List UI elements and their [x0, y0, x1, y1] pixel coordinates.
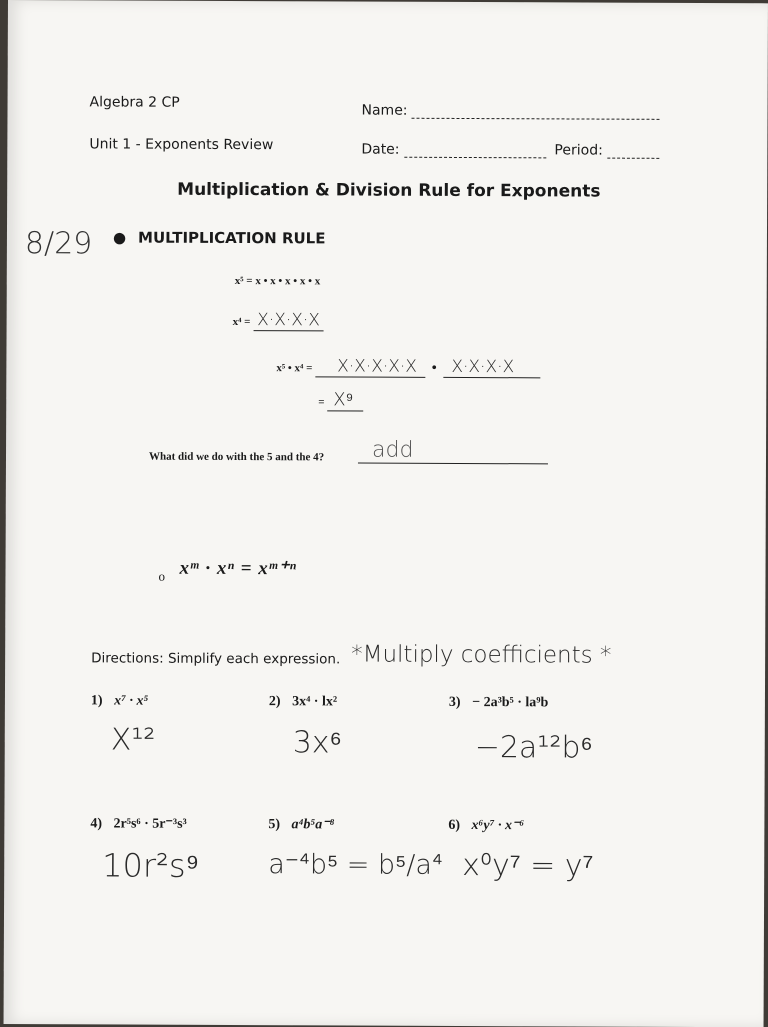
problem-1-answer: X¹²: [110, 722, 156, 758]
question-line: [149, 451, 324, 464]
period-label: Period:: [554, 142, 603, 159]
directions-text: Directions: Simplify each expression.: [91, 650, 341, 668]
section-heading-text: MULTIPLICATION RULE: [138, 228, 326, 248]
worksheet-page: [4, 0, 768, 1027]
date-label: Date:: [361, 141, 400, 158]
margin-date: 8/29: [24, 226, 93, 262]
problem-5-answer: a⁻⁴b⁵ = b⁵/a⁴: [268, 849, 443, 881]
problem-6: [448, 817, 524, 834]
problem-3-answer: −2a¹²b⁶: [474, 730, 593, 766]
name-label: Name:: [361, 102, 408, 119]
problem-5-expression: a⁴b⁵a⁻⁸: [291, 817, 335, 833]
problem-2: [269, 694, 337, 710]
problem-4-answer: 10r²s⁹: [102, 846, 200, 885]
bullet-icon: ●: [112, 228, 127, 247]
rule-bullet: o: [158, 568, 166, 584]
problem-5: [268, 816, 334, 833]
problem-1-expression: x⁷ · x⁵: [114, 693, 149, 709]
result-answer: X⁹: [327, 389, 363, 411]
exponent-rule: xᵐ · xⁿ = xᵐ⁺ⁿ: [179, 557, 298, 580]
directions-note: *Multiply coefficients *: [351, 641, 612, 669]
problem-2-answer: 3x⁶: [292, 725, 343, 761]
expansion-line-1: x⁵ = x • x • x • x • x: [234, 274, 321, 288]
course-title: Algebra 2 CP: [89, 94, 180, 111]
problem-3: [449, 695, 548, 711]
result-eq: =: [318, 396, 325, 409]
problem-1-number: 1): [90, 693, 103, 709]
name-field: [361, 103, 660, 120]
problem-4: [90, 815, 186, 832]
problem-2-expression: 3x⁴ · lx²: [292, 694, 338, 710]
period-blank: [607, 148, 659, 159]
product-label: x⁵ • x⁴ =: [276, 362, 313, 375]
name-blank: [412, 108, 660, 120]
expansion-line-2: [233, 310, 324, 330]
problem-6-expression: x⁶y⁷ · x⁻⁶: [471, 818, 525, 834]
expansion-line-2-answer: X·X·X·X: [253, 310, 324, 331]
problem-3-expression: − 2a³b⁵ · la⁹b: [472, 695, 549, 711]
problem-5-number: 5): [268, 817, 281, 833]
product-answer-b: X·X·X·X: [443, 357, 540, 378]
date-field: [361, 142, 659, 159]
problem-6-answer: x⁰y⁷ = y⁷: [462, 847, 594, 884]
product-answer-a: X·X·X·X·X: [315, 356, 425, 377]
problem-1: [91, 693, 148, 709]
problem-4-number: 4): [90, 816, 103, 832]
page-title: Multiplication & Division Rule for Exponents: [177, 179, 601, 202]
section-heading: [113, 228, 326, 247]
product-line: [276, 356, 540, 377]
product-dot: •: [431, 360, 437, 376]
problem-4-expression: 2r⁵s⁶ · 5r⁻³s³: [113, 816, 187, 832]
question-answer: add: [358, 438, 548, 465]
problem-6-number: 6): [448, 817, 461, 833]
result-line: [318, 389, 363, 410]
unit-title: Unit 1 - Exponents Review: [89, 136, 274, 154]
question-text: What did we do with the 5 and the 4?: [148, 450, 325, 464]
expansion-line-2-label: x⁴ =: [232, 315, 251, 329]
problem-3-number: 3): [448, 694, 461, 710]
problem-2-number: 2): [268, 694, 281, 710]
date-blank: [404, 147, 546, 159]
